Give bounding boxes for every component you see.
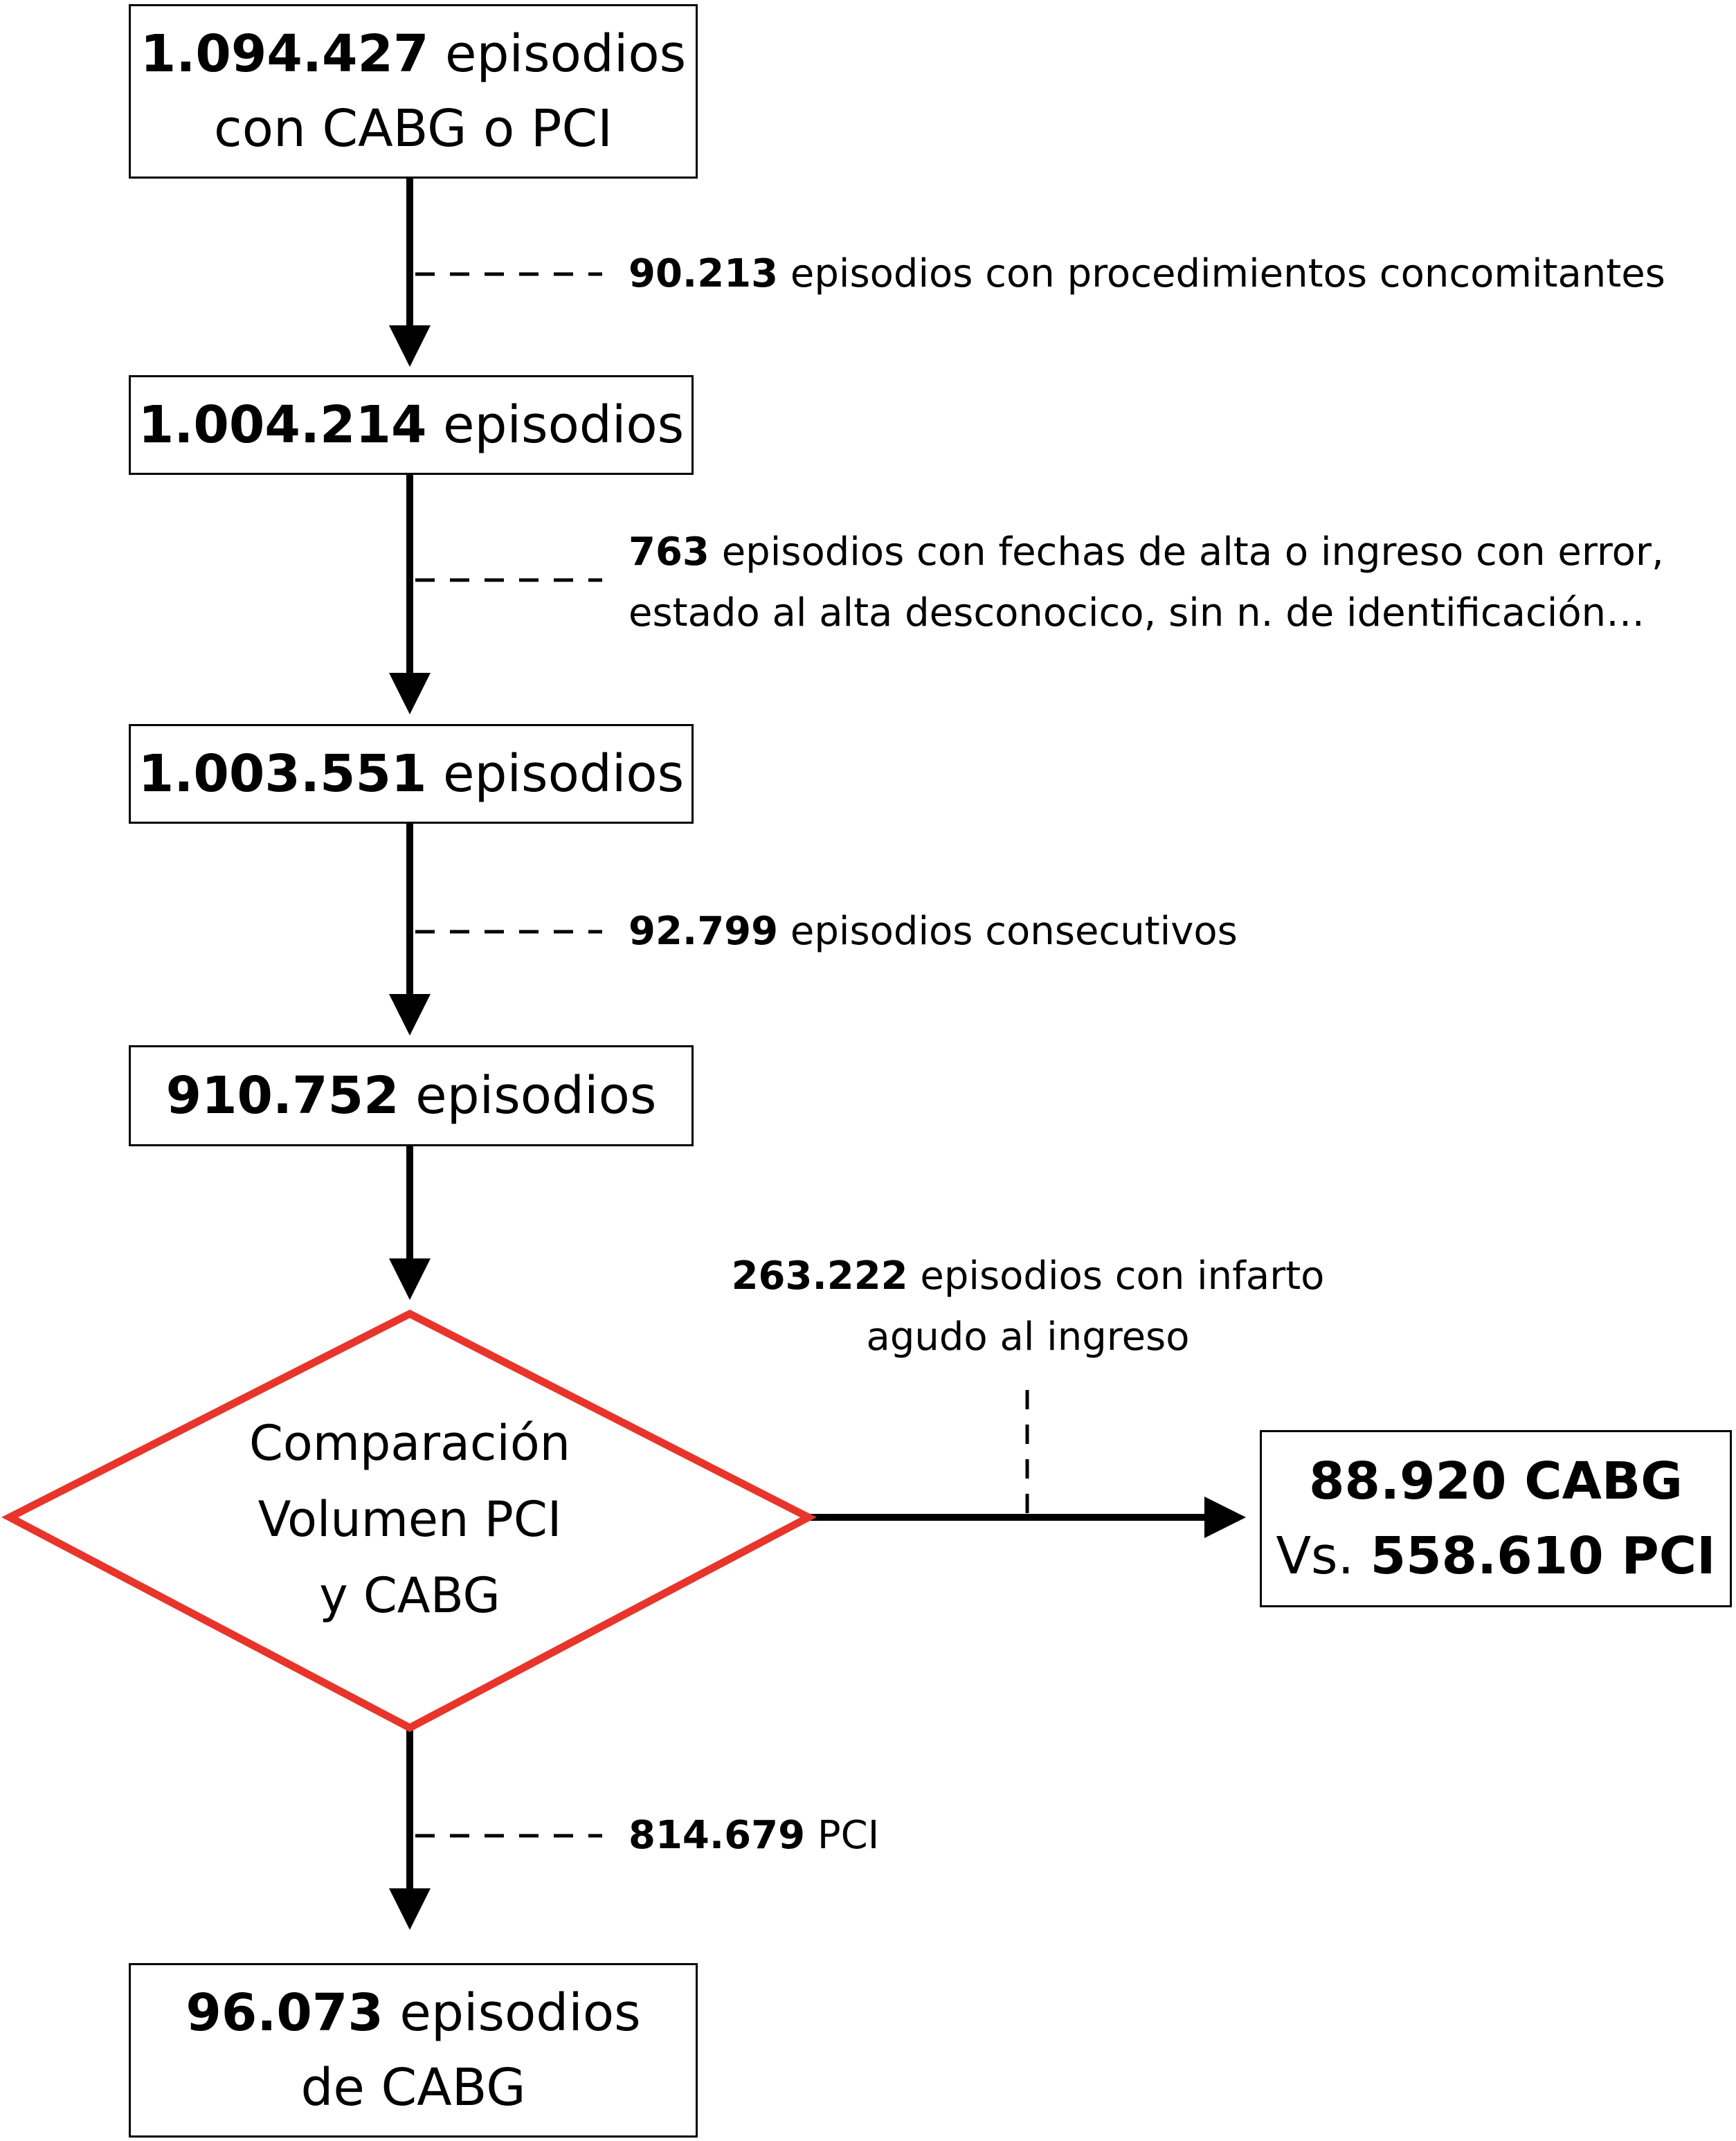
versus-label: Vs.	[1276, 1526, 1371, 1586]
exclusion-5-label: PCI	[805, 1813, 880, 1858]
step4-box	[129, 1045, 694, 1146]
exclusion-1-label: episodios con procedimientos concomitantes	[778, 251, 1665, 296]
exclusion-5-note	[629, 1805, 879, 1866]
exclusion-4-note	[706, 1246, 1350, 1368]
final-count: 96.073	[186, 1983, 383, 2043]
step2-box	[129, 375, 694, 475]
step2-label: episodios	[426, 395, 685, 455]
pci-count: 558.610 PCI	[1370, 1526, 1716, 1586]
exclusion-5-count: 814.679	[629, 1813, 806, 1858]
exclusion-3-label: episodios consecutivos	[778, 909, 1238, 954]
final-label: episodios	[383, 1983, 641, 2043]
exclusion-2-label: episodios con fechas de alta o ingreso con error,	[709, 530, 1664, 575]
exclusion-4-label-line2: agudo al ingreso	[866, 1315, 1190, 1359]
step2-count: 1.004.214	[138, 395, 427, 455]
decision-line2: Volumen PCI	[257, 1491, 562, 1548]
decision-line1: Comparación	[248, 1415, 571, 1472]
exclusion-2-note	[629, 522, 1664, 644]
exclusion-1-note	[629, 244, 1665, 305]
step3-label: episodios	[426, 744, 685, 804]
start-label-line2: con CABG o PCI	[214, 99, 613, 159]
step3-box	[129, 724, 694, 824]
exclusion-2-label-line2: estado al alta desconocico, sin n. de identificación…	[629, 590, 1645, 635]
start-count: 1.094.427	[140, 24, 429, 84]
decision-line3: y CABG	[319, 1567, 500, 1624]
exclusion-4-label: episodios con infarto	[907, 1254, 1325, 1299]
step4-label: episodios	[399, 1066, 657, 1126]
final-label-line2: de CABG	[300, 2058, 526, 2117]
exclusion-3-note	[629, 901, 1238, 962]
start-label: episodios	[428, 24, 687, 84]
comparison-result-box	[1260, 1430, 1732, 1607]
exclusion-1-count: 90.213	[629, 251, 779, 296]
cabg-count: 88.920	[1308, 1452, 1507, 1511]
step3-count: 1.003.551	[138, 744, 427, 804]
exclusion-3-count: 92.799	[629, 909, 779, 954]
cabg-label: CABG	[1506, 1452, 1683, 1511]
final-cabg-box	[129, 1963, 698, 2138]
start-box	[129, 4, 698, 179]
exclusion-2-count: 763	[629, 530, 709, 575]
exclusion-4-count: 263.222	[731, 1254, 908, 1299]
decision-label	[202, 1405, 617, 1634]
step4-count: 910.752	[165, 1066, 399, 1126]
